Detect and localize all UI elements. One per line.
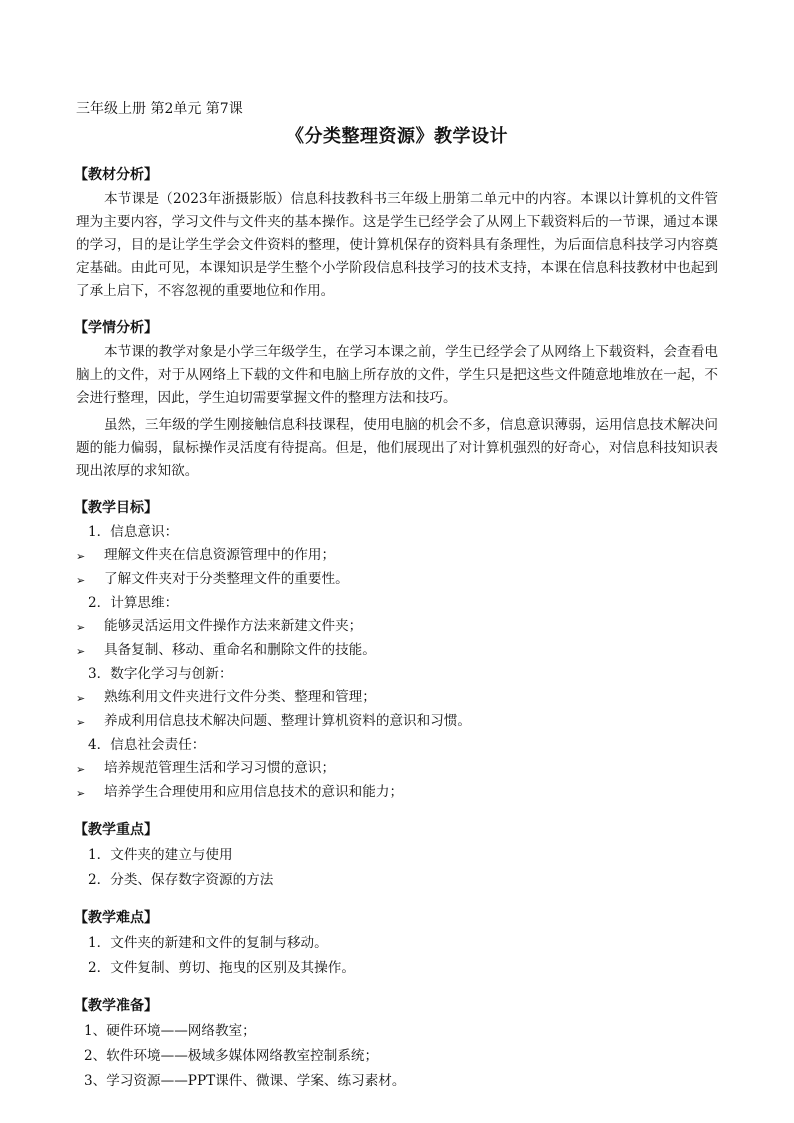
paragraph: 虽然，三年级的学生刚接触信息科技课程，使用电脑的机会不多，信息意识薄弱，运用信息技术解决问题的能力偏弱，鼠标操作灵活度有待提高。但是，他们展现出了对计算机强烈的好奇心，对信息科技知识表现出浓厚的求知欲。 <box>76 417 718 479</box>
section-title: 【教学重点】 <box>74 822 158 838</box>
arrow-bullet-icon: ➢ <box>76 645 86 658</box>
list-item: 2、软件环境——极域多媒体网络教室控制系统； <box>84 1048 379 1064</box>
section-title: 【学情分析】 <box>74 320 158 336</box>
objective-text: 能够灵活运用文件操作方法来新建文件夹； <box>104 618 363 634</box>
objective-item <box>76 568 718 592</box>
objective-text: 具备复制、移动、重命名和删除文件的技能。 <box>104 642 376 658</box>
arrow-bullet-icon: ➢ <box>76 716 86 729</box>
lesson-header: 三年级上册 第2单元 第7课 <box>76 101 243 117</box>
section-objectives <box>76 497 718 805</box>
arrow-bullet-icon: ➢ <box>76 574 86 587</box>
objective-item <box>76 781 718 805</box>
list-item: 1．文件夹的建立与使用 <box>88 847 233 863</box>
objective-category: 2．计算思维： <box>88 595 179 611</box>
section-title: 【教学准备】 <box>74 998 158 1014</box>
section-title: 【教材分析】 <box>74 167 158 183</box>
objective-category: 3．数字化学习与创新： <box>88 666 233 682</box>
document-title: 《分类整理资源》教学设计 <box>286 126 508 147</box>
section-difficulties <box>76 907 718 981</box>
objective-text: 熟练利用文件夹进行文件分类、整理和管理； <box>104 689 376 705</box>
arrow-bullet-icon: ➢ <box>76 550 86 563</box>
section-key-points <box>76 819 718 893</box>
section-preparation <box>76 995 718 1094</box>
objective-category: 1．信息意识： <box>88 524 179 540</box>
arrow-bullet-icon: ➢ <box>76 787 86 800</box>
section-student-analysis <box>76 317 718 483</box>
objective-item <box>76 710 718 734</box>
objective-text: 了解文件夹对于分类整理文件的重要性。 <box>104 571 349 587</box>
objective-item <box>76 757 718 781</box>
arrow-bullet-icon: ➢ <box>76 763 86 776</box>
objective-category: 4．信息社会责任： <box>88 737 206 753</box>
list-item: 1、硬件环境——网络教室； <box>84 1023 256 1039</box>
objective-text: 培养学生合理使用和应用信息技术的意识和能力； <box>104 784 404 800</box>
section-textbook-analysis <box>76 164 718 303</box>
paragraph: 本节课是（2023年浙摄影版）信息科技教科书三年级上册第二单元中的内容。本课以计算机的文件管理为主要内容，学习文件与文件夹的基本操作。这是学生已经学会了从网上下载资料后的一节课，通过本课的学习，目的是让学生学会文件资料的整理，使计算机保存的资料具有条理性，为后面信息科技学习内容奠定基础。由此可见，本课知识是学生整个小学阶段信息科技学习的技术支持，本课在信息科技教材中也起到了承上启下，不容忽视的重要地位和作用。 <box>76 191 718 299</box>
objective-text: 养成利用信息技术解决问题、整理计算机资料的意识和习惯。 <box>104 713 472 729</box>
arrow-bullet-icon: ➢ <box>76 692 86 705</box>
objective-item <box>76 639 718 663</box>
objective-item <box>76 615 718 639</box>
objective-item <box>76 544 718 568</box>
objective-text: 理解文件夹在信息资源管理中的作用； <box>104 547 336 563</box>
paragraph: 本节课的教学对象是小学三年级学生，在学习本课之前，学生已经学会了从网络上下载资料，会查看电脑上的文件，对于从网络上下载的文件和电脑上所存放的文件，学生只是把这些文件随意地堆放在一起，不会进行整理，因此，学生迫切需要掌握文件的整理方法和技巧。 <box>76 344 718 406</box>
objective-item <box>76 686 718 710</box>
section-title: 【教学难点】 <box>74 910 158 926</box>
list-item: 2．文件复制、剪切、拖曳的区别及其操作。 <box>88 960 355 976</box>
section-title: 【教学目标】 <box>74 500 158 516</box>
list-item: 3、学习资源——PPT课件、微课、学案、练习素材。 <box>84 1073 406 1089</box>
objective-text: 培养规范管理生活和学习习惯的意识； <box>104 760 336 776</box>
list-item: 1．文件夹的新建和文件的复制与移动。 <box>88 935 328 951</box>
arrow-bullet-icon: ➢ <box>76 621 86 634</box>
list-item: 2．分类、保存数字资源的方法 <box>88 872 274 888</box>
